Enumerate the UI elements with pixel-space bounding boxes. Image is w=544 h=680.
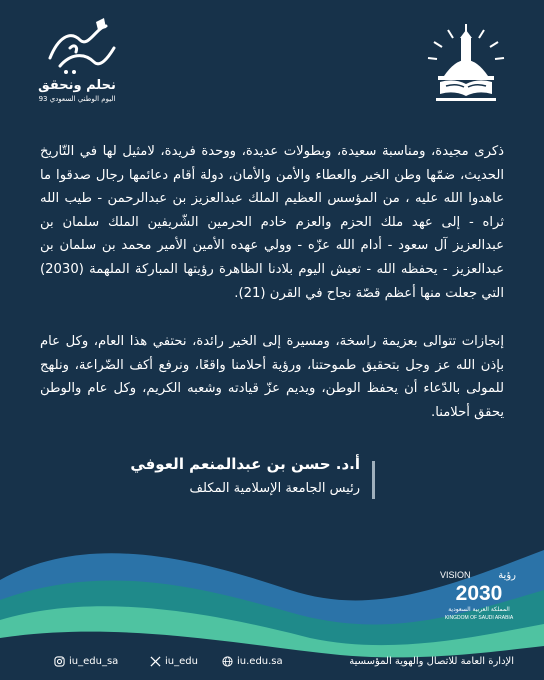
vision-label: VISION <box>440 570 471 580</box>
x-link[interactable] <box>150 656 198 667</box>
signatory-name: أ.د. حسن بن عبدالمنعم العوفي <box>130 455 360 473</box>
instagram-icon <box>54 656 65 667</box>
x-handle: iu_edu <box>165 656 198 667</box>
x-icon <box>150 656 161 667</box>
national-day-logo <box>22 18 132 110</box>
signatory-title: رئيس الجامعة الإسلامية المكلف <box>189 481 360 496</box>
calligraphy-logo-icon <box>40 18 120 76</box>
greeting-paragraph-2: إنجازات تتوالى بعزيمة راسخة، ومسيرة إلى الخير رائدة، نحتفي هذا العام، وكل عام بإذن الله عز وجل بتحقيق طموحتنا، ورؤية أحلامنا واقعًا، ونرفع أكف الضّراعة، ونلهج للمولى بالدّعاء أن يحفظ الوطن، ويديم عزّ قيادته وشعبه الكريم، وكل عام والوطن يحقق أحلامنا. <box>40 334 504 420</box>
greeting-paragraph-1: ذكرى مجيدة، ومناسبة سعيدة، وبطولات عديدة، ووحدة فريدة، لامثيل لها في التّاريخ الحديث، ضمّها وطن الخير والعطاء والأمن والأمان، دولة أقام دعائمها رجال صدقوا ما عاهدوا الله عليه ، من المؤسس العظيم الملك عبدالعزيز بن عبدالرحمن - طيب الله ثراه - إلى عهد ملك الحزم والعزم خادم الحرمين الشّريفين الملك سلمان بن عبدالعزيز آل سعود - أدام الله عزّه - وولي عهده الأمين الأمير محمد بن سلمان بن عبدالعزيز - يحفظه الله - تعيش اليوم بلادنا الظاهرة رؤيتها المباركة الملهمة (2030) التي جعلت منها أعظم قصّة نجاح في القرن (21). <box>40 144 504 301</box>
instagram-link[interactable] <box>54 656 118 667</box>
vision-year: 2030 <box>455 582 503 605</box>
website-link[interactable] <box>222 656 283 667</box>
website-url: iu.edu.sa <box>237 656 283 667</box>
signature-divider <box>372 461 375 499</box>
vision-arabic: رؤية <box>498 570 516 581</box>
campaign-subtitle: اليوم الوطني السعودي 93 <box>38 95 116 103</box>
university-emblem-icon <box>422 20 510 108</box>
vision-kingdom-en: KINGDOM OF SAUDI ARABIA <box>444 615 514 621</box>
vision-2030-logo <box>438 568 520 628</box>
footer <box>0 648 544 680</box>
globe-icon <box>222 656 233 667</box>
vision-kingdom-ar: المملكة العربية السعودية <box>448 606 510 613</box>
greeting-text <box>40 140 504 425</box>
campaign-slogan: نحلم ونحقق <box>38 78 116 93</box>
department-name: الإدارة العامة للاتصال والهوية المؤسسية <box>349 656 514 667</box>
instagram-handle: iu_edu_sa <box>69 656 119 667</box>
